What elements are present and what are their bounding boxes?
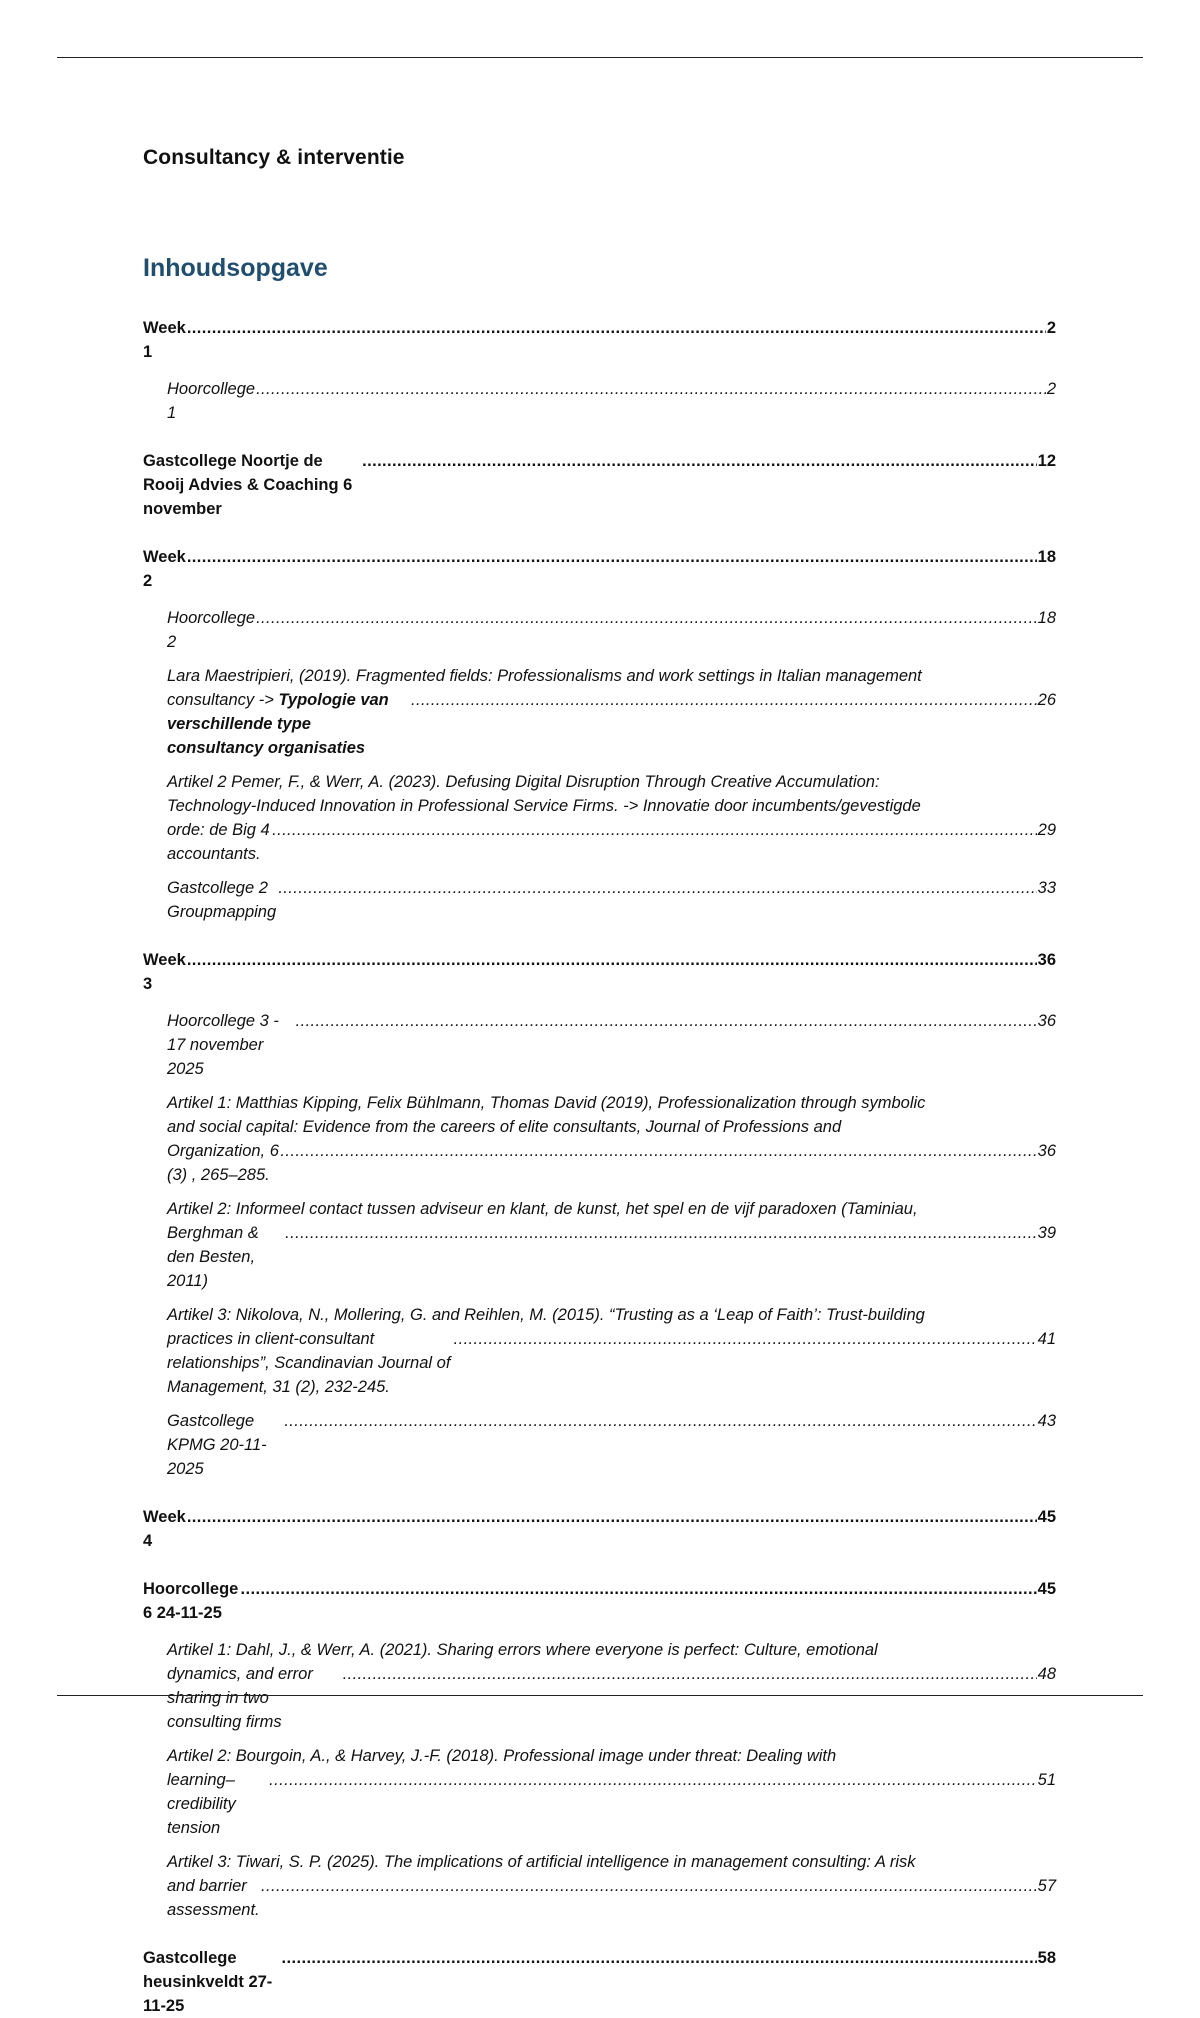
toc-entry-title: Week 4 (143, 1508, 186, 1550)
toc-entry-text: consultancy -> (167, 691, 279, 709)
toc-page-number: 51 (1037, 1771, 1056, 1789)
toc-page-number: 2 (1046, 380, 1056, 398)
toc-entry-title: Gastcollege Noortje de Rooij Advies & Coaching 6 november (143, 452, 353, 518)
dot-leader (343, 1662, 1037, 1686)
toc-entry-title: Week 3 (143, 951, 186, 993)
dot-leader (269, 1768, 1036, 1792)
toc-entry-line: and social capital: Evidence from the careers of elite consultants, Journal of Professions and (167, 1118, 842, 1136)
header-rule (57, 57, 1143, 58)
toc-page-number: 33 (1037, 879, 1056, 897)
dot-leader (187, 316, 1046, 340)
toc-entry-taminiau[interactable] (143, 1197, 1056, 1293)
toc-entry-line: dynamics, and error sharing in two consulting firms (167, 1665, 313, 1731)
toc-page-number: 36 (1037, 1012, 1056, 1030)
toc-entry-kipping[interactable] (143, 1091, 1056, 1187)
dot-leader (284, 1409, 1036, 1433)
toc-page-number: 18 (1037, 609, 1056, 627)
toc-page-number: 18 (1037, 548, 1056, 566)
toc-page-number: 12 (1037, 452, 1056, 470)
dot-leader (187, 545, 1037, 569)
toc-entry-tiwari[interactable] (143, 1850, 1056, 1922)
toc-entry-line: Lara Maestripieri, (2019). Fragmented fields: Professionalisms and work settings in Italian management (167, 667, 922, 685)
toc-entry-week-1[interactable] (143, 316, 1056, 364)
toc-entry-title: Week 1 (143, 319, 186, 361)
toc-entry-gastcollege-heusinkveldt[interactable] (143, 1946, 1056, 2018)
toc-entry-line: Artikel 3: Tiwari, S. P. (2025). The implications of artificial intelligence in management consulting: A risk (167, 1853, 916, 1871)
toc-entry-week-4[interactable] (143, 1505, 1056, 1553)
dot-leader (261, 1874, 1037, 1898)
footer-rule (57, 1695, 1143, 1696)
toc-page-number: 45 (1037, 1580, 1056, 1598)
dot-leader (187, 948, 1037, 972)
toc-entry-line: practices in client-consultant relationships”, Scandinavian Journal of Management, 31 (2), 232-245. (167, 1330, 451, 1396)
table-of-contents (143, 316, 1056, 2018)
toc-entry-line: Artikel 2: Informeel contact tussen adviseur en klant, de kunst, het spel en de vijf paradoxen (Taminiau, (167, 1200, 918, 1218)
toc-entry-week-2[interactable] (143, 545, 1056, 593)
toc-page-number: 36 (1037, 1142, 1056, 1160)
toc-entry-title: Hoorcollege 2 (167, 609, 256, 651)
toc-entry-line: and barrier assessment. (167, 1877, 260, 1919)
toc-entry-line: Technology-Induced Innovation in Professional Service Firms. -> Innovatie door incumbents/gevestigde (167, 797, 921, 815)
toc-entry-pemer-werr[interactable] (143, 770, 1056, 866)
toc-entry-line: learning–credibility tension (167, 1771, 236, 1837)
dot-leader (241, 1577, 1037, 1601)
toc-entry-title: Gastcollege 2 Groupmapping (167, 879, 277, 921)
toc-entry-gastcollege-kpmg[interactable] (143, 1409, 1056, 1481)
toc-entry-line: Organization, 6 (3) , 265–285. (167, 1142, 279, 1184)
toc-entry-bourgoin-harvey[interactable] (143, 1744, 1056, 1840)
toc-entry-line (167, 688, 410, 760)
toc-entry-gastcollege-noortje[interactable] (143, 449, 1056, 521)
toc-entry-line: Artikel 2 Pemer, F., & Werr, A. (2023). Defusing Digital Disruption Through Creative Accumulation: (167, 773, 880, 791)
toc-page-number: 2 (1046, 319, 1056, 337)
toc-entry-line: Artikel 3: Nikolova, N., Mollering, G. and Reihlen, M. (2015). “Trusting as a ‘Leap of Faith’: Trust-building (167, 1306, 925, 1324)
document-title: Consultancy & interventie (143, 146, 405, 169)
toc-page-number: 48 (1037, 1665, 1056, 1683)
toc-page-number: 26 (1037, 691, 1056, 709)
toc-entry-week-3[interactable] (143, 948, 1056, 996)
toc-page-number: 45 (1037, 1508, 1056, 1526)
toc-entry-maestripieri[interactable] (143, 664, 1056, 760)
dot-leader (256, 377, 1046, 401)
toc-entry-title: Gastcollege heusinkveldt 27-11-25 (143, 1949, 273, 2015)
toc-entry-line: Artikel 1: Dahl, J., & Werr, A. (2021). Sharing errors where everyone is perfect: Culture, emotional (167, 1641, 878, 1659)
toc-page-number: 41 (1037, 1330, 1056, 1348)
toc-entry-title: Hoorcollege 1 (167, 380, 256, 422)
toc-entry-nikolova[interactable] (143, 1303, 1056, 1399)
toc-page-number: 43 (1037, 1412, 1056, 1430)
toc-entry-hoorcollege-3[interactable] (143, 1009, 1056, 1081)
toc-entry-hoorcollege-6[interactable] (143, 1577, 1056, 1625)
dot-leader (282, 1946, 1037, 1970)
toc-entry-title: Gastcollege KPMG 20-11-2025 (167, 1412, 267, 1478)
dot-leader (454, 1327, 1037, 1351)
toc-entry-hoorcollege-1[interactable] (143, 377, 1056, 425)
dot-leader (272, 818, 1037, 842)
toc-page-number: 57 (1037, 1877, 1056, 1895)
toc-entry-dahl-werr[interactable] (143, 1638, 1056, 1734)
toc-entry-title: Hoorcollege 6 24-11-25 (143, 1580, 239, 1622)
dot-leader (280, 1139, 1036, 1163)
toc-page-number: 58 (1037, 1949, 1056, 1967)
dot-leader (278, 876, 1036, 900)
toc-entry-title: Week 2 (143, 548, 186, 590)
toc-page-number: 36 (1037, 951, 1056, 969)
toc-entry-line: Berghman & den Besten, 2011) (167, 1224, 259, 1290)
toc-entry-gastcollege-2[interactable] (143, 876, 1056, 924)
dot-leader (411, 688, 1037, 712)
toc-heading: Inhoudsopgave (143, 254, 328, 282)
dot-leader (285, 1221, 1037, 1245)
toc-page-number: 39 (1037, 1224, 1056, 1242)
toc-entry-emphasis: Typologie van verschillende type consultancy organisaties (167, 691, 389, 757)
dot-leader (256, 606, 1037, 630)
toc-entry-title: Hoorcollege 3 - 17 november 2025 (167, 1012, 279, 1078)
toc-entry-hoorcollege-2[interactable] (143, 606, 1056, 654)
toc-entry-line: orde: de Big 4 accountants. (167, 821, 270, 863)
toc-page-number: 29 (1037, 821, 1056, 839)
dot-leader (362, 449, 1037, 473)
toc-entry-line: Artikel 2: Bourgoin, A., & Harvey, J.-F. (2018). Professional image under threat: Dealing with (167, 1747, 837, 1765)
dot-leader (187, 1505, 1037, 1529)
toc-entry-line: Artikel 1: Matthias Kipping, Felix Bühlmann, Thomas David (2019), Professionalization through symbolic (167, 1094, 926, 1112)
dot-leader (296, 1009, 1037, 1033)
